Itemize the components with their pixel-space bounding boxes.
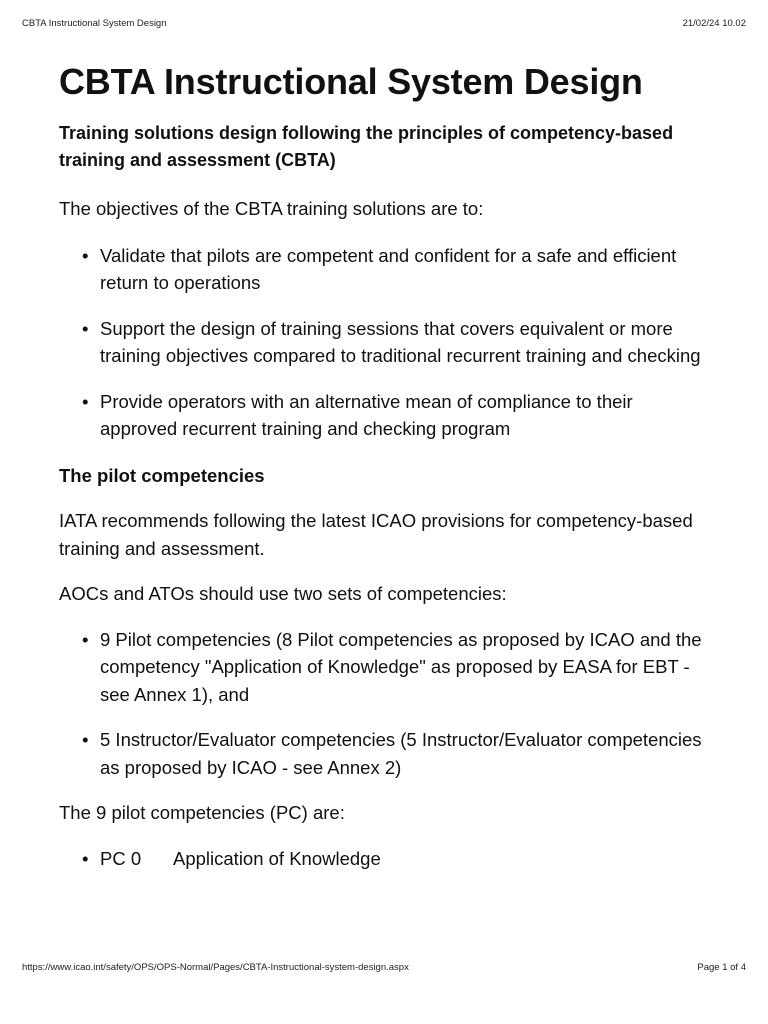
pc-code: PC 0 <box>100 847 142 869</box>
page-number: Page 1 of 4 <box>697 962 746 973</box>
pc-intro: The 9 pilot competencies (PC) are: <box>59 802 345 823</box>
list-item-text: Support the design of training sessions that covers equivalent or more training objectives compared to traditional recurrent training and checking <box>100 317 701 366</box>
print-footer <box>22 962 746 976</box>
list-item-text: Validate that pilots are competent and confident for a safe and efficient return to operations <box>100 244 677 293</box>
print-header-title: CBTA Instructional System Design <box>22 18 167 29</box>
list-item-text: Provide operators with an alternative mean of compliance to their approved recurrent training and checking program <box>100 390 633 439</box>
bullet-icon: • <box>82 847 89 869</box>
bullet-icon: • <box>82 628 89 650</box>
list-item-text: 9 Pilot competencies (8 Pilot competencies as proposed by ICAO and the competency "Application of Knowledge" as proposed by EASA for EBT - see Annex 1), and <box>100 628 702 705</box>
list-item <box>59 315 709 370</box>
pilot-competencies-list <box>59 845 709 873</box>
bullet-icon: • <box>82 390 89 412</box>
objectives-intro: The objectives of the CBTA training solutions are to: <box>59 198 484 219</box>
print-header <box>22 18 746 32</box>
source-url: https://www.icao.int/safety/OPS/OPS-Normal/Pages/CBTA-Instructional-system-design.aspx <box>22 962 409 973</box>
bullet-icon: • <box>82 244 89 266</box>
article-content <box>59 58 709 872</box>
bullet-icon: • <box>82 317 89 339</box>
page-title: CBTA Instructional System Design <box>59 61 643 102</box>
list-item <box>59 388 709 443</box>
section-heading-pilot-competencies: The pilot competencies <box>59 464 265 486</box>
sets-intro: AOCs and ATOs should use two sets of competencies: <box>59 583 507 604</box>
list-item <box>59 242 709 297</box>
article-subtitle: Training solutions design following the principles of competency-based training and assessment (CBTA) <box>59 123 674 170</box>
print-header-datetime: 21/02/24 10.02 <box>682 18 746 29</box>
list-item-text: 5 Instructor/Evaluator competencies (5 Instructor/Evaluator competencies as proposed by ICAO - see Annex 2) <box>100 729 702 778</box>
list-item <box>59 845 709 873</box>
competency-sets-list <box>59 626 709 782</box>
list-item <box>59 626 709 709</box>
iata-paragraph: IATA recommends following the latest ICAO provisions for competency-based training and assessment. <box>59 510 693 559</box>
list-item <box>59 726 709 781</box>
pc-name: Application of Knowledge <box>173 847 381 869</box>
objectives-list <box>59 242 709 443</box>
bullet-icon: • <box>82 729 89 750</box>
